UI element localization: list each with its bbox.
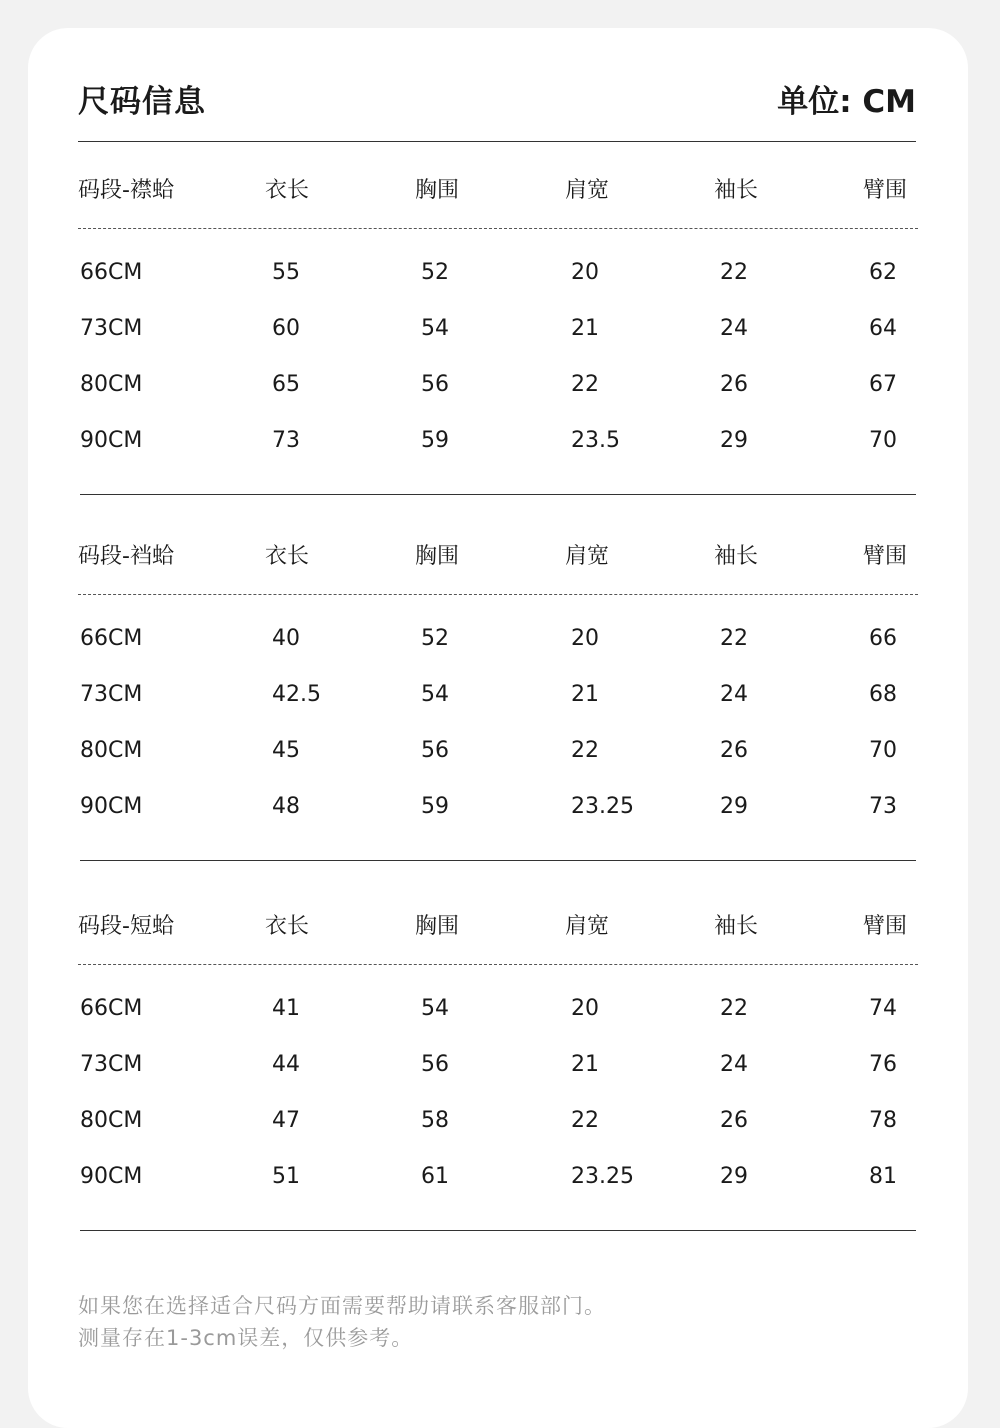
column-header: 袖长 (714, 544, 759, 569)
column-header: 肩宽 (565, 914, 610, 939)
measurement-cell: 56 (421, 738, 449, 763)
measurement-cell: 22 (571, 1108, 599, 1133)
measurement-cell: 54 (421, 316, 449, 341)
measurement-cell: 41 (272, 996, 300, 1021)
column-header: 胸围 (415, 544, 460, 569)
size-cell: 66CM (80, 260, 143, 285)
measurement-cell: 76 (869, 1052, 897, 1077)
measurement-cell: 54 (421, 682, 449, 707)
measurement-cell: 22 (571, 738, 599, 763)
measurement-cell: 51 (272, 1164, 300, 1189)
unit-label: 单位: CM (777, 84, 916, 120)
measurement-cell: 23.5 (571, 428, 620, 453)
column-header: 臂围 (863, 914, 908, 939)
measurement-cell: 24 (720, 682, 748, 707)
size-cell: 66CM (80, 996, 143, 1021)
measurement-cell: 26 (720, 738, 748, 763)
measurement-cell: 22 (720, 260, 748, 285)
size-cell: 73CM (80, 682, 143, 707)
measurement-cell: 44 (272, 1052, 300, 1077)
measurement-cell: 23.25 (571, 1164, 634, 1189)
measurement-note: 测量存在1-3cm误差，仅供参考。 (78, 1326, 414, 1350)
size-cell: 80CM (80, 738, 143, 763)
measurement-cell: 22 (571, 372, 599, 397)
header-divider (78, 594, 918, 595)
measurement-cell: 26 (720, 372, 748, 397)
help-note: 如果您在选择适合尺码方面需要帮助请联系客服部门。 (78, 1294, 606, 1318)
measurement-cell: 68 (869, 682, 897, 707)
measurement-cell: 24 (720, 1052, 748, 1077)
size-cell: 80CM (80, 1108, 143, 1133)
measurement-cell: 59 (421, 428, 449, 453)
measurement-cell: 22 (720, 626, 748, 651)
title-divider (78, 141, 916, 142)
measurement-cell: 65 (272, 372, 300, 397)
measurement-cell: 81 (869, 1164, 897, 1189)
size-cell: 66CM (80, 626, 143, 651)
column-header: 袖长 (714, 914, 759, 939)
measurement-cell: 78 (869, 1108, 897, 1133)
measurement-cell: 52 (421, 626, 449, 651)
column-header: 衣长 (265, 544, 310, 569)
measurement-cell: 61 (421, 1164, 449, 1189)
measurement-cell: 23.25 (571, 794, 634, 819)
measurement-cell: 40 (272, 626, 300, 651)
column-header: 袖长 (714, 178, 759, 203)
measurement-cell: 21 (571, 316, 599, 341)
measurement-cell: 29 (720, 428, 748, 453)
measurement-cell: 45 (272, 738, 300, 763)
size-cell: 90CM (80, 1164, 143, 1189)
size-cell: 73CM (80, 316, 143, 341)
measurement-cell: 66 (869, 626, 897, 651)
measurement-cell: 21 (571, 1052, 599, 1077)
measurement-cell: 70 (869, 738, 897, 763)
column-header: 衣长 (265, 914, 310, 939)
measurement-cell: 70 (869, 428, 897, 453)
measurement-cell: 59 (421, 794, 449, 819)
column-header: 衣长 (265, 178, 310, 203)
column-header: 胸围 (415, 914, 460, 939)
size-cell: 80CM (80, 372, 143, 397)
column-header: 臂围 (863, 178, 908, 203)
size-info-card (28, 28, 968, 1428)
section-divider (80, 860, 916, 861)
measurement-cell: 56 (421, 372, 449, 397)
section-divider (80, 1230, 916, 1231)
header-divider (78, 964, 918, 965)
page-title: 尺码信息 (78, 84, 206, 120)
column-header: 臂围 (863, 544, 908, 569)
section-label: 码段-短蛤 (78, 914, 174, 939)
header-divider (78, 228, 918, 229)
measurement-cell: 56 (421, 1052, 449, 1077)
section-divider (80, 494, 916, 495)
measurement-cell: 73 (869, 794, 897, 819)
measurement-cell: 29 (720, 794, 748, 819)
measurement-cell: 64 (869, 316, 897, 341)
column-header: 胸围 (415, 178, 460, 203)
section-label: 码段-裆蛤 (78, 544, 174, 569)
measurement-cell: 21 (571, 682, 599, 707)
size-cell: 90CM (80, 428, 143, 453)
measurement-cell: 20 (571, 626, 599, 651)
measurement-cell: 62 (869, 260, 897, 285)
measurement-cell: 20 (571, 996, 599, 1021)
section-label: 码段-襟蛤 (78, 178, 174, 203)
size-cell: 73CM (80, 1052, 143, 1077)
measurement-cell: 52 (421, 260, 449, 285)
measurement-cell: 24 (720, 316, 748, 341)
measurement-cell: 47 (272, 1108, 300, 1133)
measurement-cell: 48 (272, 794, 300, 819)
measurement-cell: 26 (720, 1108, 748, 1133)
measurement-cell: 29 (720, 1164, 748, 1189)
measurement-cell: 20 (571, 260, 599, 285)
measurement-cell: 74 (869, 996, 897, 1021)
measurement-cell: 54 (421, 996, 449, 1021)
measurement-cell: 73 (272, 428, 300, 453)
column-header: 肩宽 (565, 544, 610, 569)
measurement-cell: 55 (272, 260, 300, 285)
column-header: 肩宽 (565, 178, 610, 203)
measurement-cell: 60 (272, 316, 300, 341)
size-cell: 90CM (80, 794, 143, 819)
measurement-cell: 42.5 (272, 682, 321, 707)
measurement-cell: 22 (720, 996, 748, 1021)
measurement-cell: 58 (421, 1108, 449, 1133)
measurement-cell: 67 (869, 372, 897, 397)
